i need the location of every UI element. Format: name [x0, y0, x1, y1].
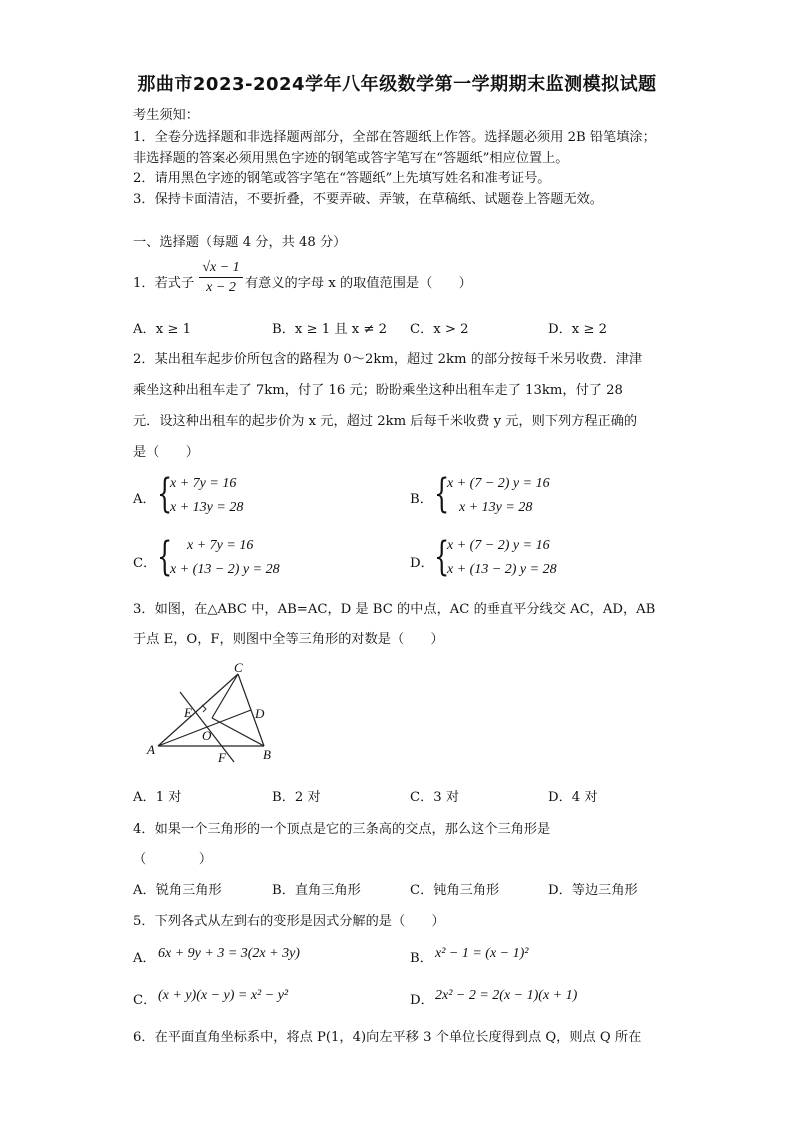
- q5-option-c-expr: (x + y)(x − y) = x² − y²: [158, 988, 289, 1003]
- q2-line: 乘坐这种出租车走了 7km，付了 16 元；盼盼乘坐这种出租车走了 13km，付了 28: [133, 383, 623, 398]
- label-a: A: [147, 742, 155, 757]
- triangle-figure: [140, 662, 280, 772]
- q4-line: （ ）: [133, 852, 213, 867]
- q2-option-b-label: B．: [410, 492, 433, 507]
- q2-option-d-label: D．: [410, 556, 434, 571]
- brace-icon: {: [157, 471, 173, 517]
- label-b: B: [263, 747, 271, 762]
- q4-option-b: B．直角三角形: [272, 883, 361, 898]
- q2-line: 元．设这种出租车的起步价为 x 元，超过 2km 后每千米收费 y 元，则下列方程正确的: [133, 414, 638, 429]
- q5-option-a-label: A．: [133, 951, 156, 966]
- label-e: E: [184, 705, 192, 720]
- q3-option-d: D．4 对: [548, 790, 598, 805]
- q2-option-b-eq2: x + 13y = 28: [459, 500, 533, 515]
- page-title: 那曲市2023-2024学年八年级数学第一学期期末监测模拟试题: [137, 74, 657, 95]
- q1-option-b: B．x ≥ 1 且 x ≠ 2: [272, 322, 387, 337]
- q1-fraction: [199, 260, 243, 296]
- brace-icon: {: [434, 471, 450, 517]
- q3-option-a: A．1 对: [133, 790, 182, 805]
- brace-icon: {: [157, 534, 173, 580]
- brace-icon: {: [434, 534, 450, 580]
- q6-line: 6．在平面直角坐标系中，将点 P(1，4)向左平移 3 个单位长度得到点 Q，则点 Q 所在: [133, 1030, 642, 1045]
- q2-option-c-eq2: x + (13 − 2) y = 28: [170, 562, 280, 577]
- label-c: C: [234, 662, 243, 675]
- q2-line: 2．某出租车起步价所包含的路程为 0～2km，超过 2km 的部分按每千米另收费．津津: [133, 352, 643, 367]
- q3-line: 于点 E，O，F，则图中全等三角形的对数是（ ）: [133, 632, 444, 647]
- q2-option-d-eq2: x + (13 − 2) y = 28: [447, 562, 557, 577]
- q5-option-b-label: B．: [410, 951, 433, 966]
- q5-option-d-label: D．: [410, 993, 434, 1008]
- q1-numerator: √x − 1: [199, 260, 243, 278]
- label-f: F: [218, 750, 226, 765]
- q2-option-d-eq1: x + (7 − 2) y = 16: [447, 538, 550, 553]
- segment-ob: [212, 718, 264, 746]
- segment-oc: [212, 674, 238, 718]
- notice-item: 1．全卷分选择题和非选择题两部分，全部在答题纸上作答。选择题必须用 2B 铅笔填涂；: [133, 130, 656, 145]
- q2-line: 是（ ）: [133, 445, 199, 460]
- q1-option-c: C．x > 2: [410, 322, 469, 337]
- notice-item: 2．请用黑色字迹的钢笔或答字笔在“答题纸”上先填写姓名和准考证号。: [133, 171, 551, 186]
- q1-suffix: 有意义的字母 x 的取值范围是（ ）: [245, 276, 472, 291]
- q3-line: 3．如图，在△ABC 中，AB=AC，D 是 BC 的中点，AC 的垂直平分线交 AC，AD，AB: [133, 602, 656, 617]
- right-angle-mark: [202, 705, 206, 712]
- q2-option-a-eq1: x + 7y = 16: [170, 476, 237, 491]
- q5-option-d-expr: 2x² − 2 = 2(x − 1)(x + 1): [435, 988, 578, 1003]
- q5-option-a-expr: 6x + 9y + 3 = 3(2x + 3y): [158, 946, 300, 961]
- q3-option-c: C．3 对: [410, 790, 460, 805]
- notice-heading: 考生须知：: [133, 108, 199, 123]
- segment-ac: [158, 674, 238, 746]
- q2-option-a-eq2: x + 13y = 28: [170, 500, 244, 515]
- q2-option-c-label: C．: [133, 556, 157, 571]
- q1-option-d: D．x ≥ 2: [548, 322, 608, 337]
- q4-option-c: C．钝角三角形: [410, 883, 500, 898]
- q2-option-a-label: A．: [133, 492, 156, 507]
- q4-line: 4．如果一个三角形的一个顶点是它的三条高的交点，那么这个三角形是: [133, 822, 551, 837]
- q5-option-c-label: C．: [133, 993, 157, 1008]
- section-heading: 一、选择题（每题 4 分，共 48 分）: [133, 235, 347, 250]
- notice-item: 非选择题的答案必须用黑色字迹的钢笔或答字笔写在“答题纸”相应位置上。: [133, 151, 569, 166]
- q5-line: 5．下列各式从左到右的变形是因式分解的是（ ）: [133, 914, 445, 929]
- label-d: D: [255, 706, 265, 721]
- q1-denominator: x − 2: [206, 280, 236, 295]
- notice-item: 3．保持卡面清洁，不要折叠，不要弄破、弄皱，在草稿纸、试题卷上答题无效。: [133, 192, 603, 207]
- q3-option-b: B．2 对: [272, 790, 321, 805]
- q2-option-b-eq1: x + (7 − 2) y = 16: [447, 476, 550, 491]
- label-o: O: [202, 728, 212, 743]
- q5-option-b-expr: x² − 1 = (x − 1)²: [435, 946, 529, 961]
- q1-prefix: 1．若式子: [133, 276, 195, 291]
- q4-option-a: A．锐角三角形: [133, 883, 222, 898]
- q1-option-a: A．x ≥ 1: [133, 322, 191, 337]
- q2-option-c-eq1: x + 7y = 16: [187, 538, 254, 553]
- q4-option-d: D．等边三角形: [548, 883, 638, 898]
